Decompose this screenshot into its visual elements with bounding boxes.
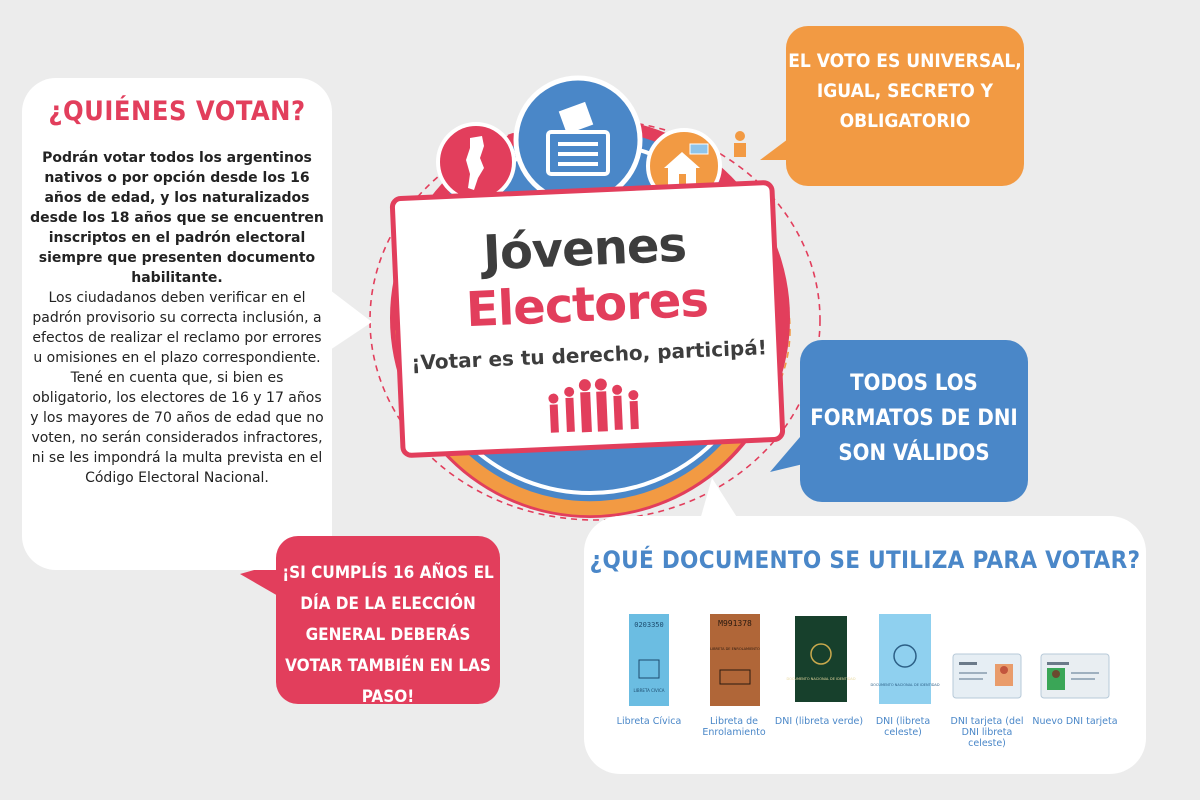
doc-dni-tarjeta bbox=[942, 614, 1032, 749]
crowd-icon bbox=[543, 375, 646, 439]
man-icon bbox=[734, 131, 746, 157]
vote-universal-bubble bbox=[786, 26, 1024, 186]
doc-caption: Libreta de Enrolamiento bbox=[702, 716, 766, 738]
doc-dni-verde bbox=[774, 614, 864, 727]
libreta-civica-number: 0203350 bbox=[634, 621, 664, 629]
libreta-enrolamiento-image bbox=[704, 614, 764, 706]
sixteen-years-text: ¡SI CUMPLÍS 16 AÑOS EL DÍA DE LA ELECCIÓN GENERAL DEBERÁS VOTAR TAMBIÉN EN LAS PASO! bbox=[282, 563, 494, 707]
doc-libreta-enrolamiento bbox=[689, 614, 779, 738]
doc-libreta-civica bbox=[604, 614, 694, 727]
libreta-enrolamiento-label: LIBRETA DE ENROLAMIENTO bbox=[710, 647, 760, 651]
doc-caption: DNI (libreta verde) bbox=[774, 716, 864, 727]
doc-caption: DNI tarjeta (del DNI libreta celeste) bbox=[950, 716, 1024, 749]
dni-celeste-image bbox=[870, 614, 940, 706]
doc-caption: Nuevo DNI tarjeta bbox=[1032, 716, 1118, 727]
doc-dni-celeste bbox=[858, 614, 948, 738]
documents-title: ¿QUÉ DOCUMENTO SE UTILIZA PARA VOTAR? bbox=[589, 546, 1141, 574]
title-jovenes: Jóvenes bbox=[481, 216, 688, 282]
dni-tarjeta-image bbox=[949, 614, 1025, 706]
libreta-civica-image bbox=[626, 614, 672, 706]
who-votes-bold-text: Podrán votar todos los argentinos nativos o por opción desde los 16 años de edad, y los naturalizados desde los 18 años que se encuentren inscriptos en el padrón electoral siempre que presenten documento habilitante. bbox=[30, 150, 324, 286]
title-card bbox=[395, 185, 781, 453]
dni-verde-label: DOCUMENTO NACIONAL DE IDENTIDAD bbox=[786, 677, 856, 681]
vote-universal-text: EL VOTO ES UNIVERSAL, IGUAL, SECRETO Y OBLIGATORIO bbox=[788, 50, 1022, 132]
dni-formats-bubble bbox=[800, 340, 1028, 502]
who-votes-bubble bbox=[22, 78, 332, 570]
flag bbox=[690, 144, 708, 154]
doc-nuevo-dni bbox=[1030, 614, 1120, 727]
doc-caption: DNI (libreta celeste) bbox=[875, 716, 931, 738]
ballot-circle bbox=[516, 78, 640, 202]
who-votes-text-2: Tené en cuenta que, si bien es obligatorio, los electores de 16 y 17 años y los mayores de 70 años de edad que no voten, no serán considerados infractores, ni se les impondrá la multa prevista en el Código Electoral Nacional. bbox=[30, 370, 324, 486]
title-electores: Electores bbox=[464, 271, 709, 339]
libreta-enrolamiento-number: M991378 bbox=[718, 619, 752, 628]
libreta-civica-label: LIBRETA CIVICA bbox=[633, 688, 665, 693]
slogan: ¡Votar es tu derecho, participá! bbox=[410, 335, 768, 375]
who-votes-body bbox=[30, 148, 324, 488]
dni-verde-image bbox=[786, 614, 856, 706]
dni-celeste-label: DOCUMENTO NACIONAL DE IDENTIDAD bbox=[870, 683, 940, 687]
who-votes-title: ¿QUIÉNES VOTAN? bbox=[48, 96, 306, 127]
left-bubble-tail bbox=[330, 290, 372, 350]
sixteen-years-bubble bbox=[276, 536, 500, 707]
documents-bubble bbox=[584, 516, 1146, 774]
dni-formats-text: TODOS LOS FORMATOS DE DNI SON VÁLIDOS bbox=[810, 371, 1018, 466]
doc-caption: Libreta Cívica bbox=[616, 716, 682, 727]
nuevo-dni-image bbox=[1037, 614, 1113, 706]
house-door bbox=[679, 174, 686, 185]
who-votes-text-1: Los ciudadanos deben verificar en el padrón provisorio su correcta inclusión, a efectos de realizar el reclamo por errores u omisiones en el plazo correspondiente. bbox=[32, 290, 322, 366]
